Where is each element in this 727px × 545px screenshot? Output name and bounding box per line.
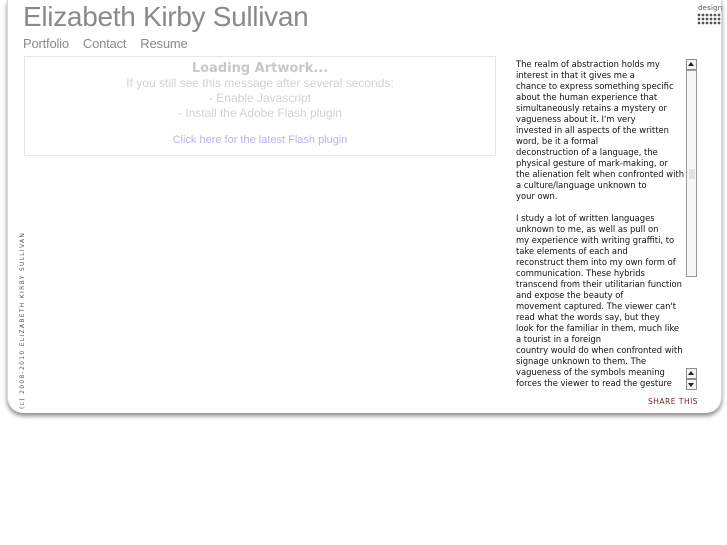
enable-javascript-text: - Enable Javascript <box>208 91 312 105</box>
install-flash-text: - Install the Adobe Flash plugin <box>177 106 343 120</box>
scroll-down-button[interactable] <box>686 379 697 390</box>
flash-plugin-link[interactable]: Click here for the latest Flash plugin <box>172 134 348 146</box>
arrow-up-icon <box>688 62 694 66</box>
scroll-thumb[interactable] <box>686 70 697 277</box>
dot-grid-icon <box>697 13 721 25</box>
grip-icon <box>689 169 695 179</box>
arrow-down-icon <box>688 383 694 387</box>
nav-contact-link[interactable]: Contact <box>82 36 127 51</box>
design-badge[interactable] <box>696 4 722 26</box>
design-badge-label: design <box>698 4 723 12</box>
loading-message: Loading Artwork... <box>191 61 329 76</box>
flash-artwork-placeholder <box>24 56 496 156</box>
statement-scrollbar[interactable] <box>686 59 697 391</box>
copyright-notice: (c) 2008-2010 ELIZABETH KIRBY SULLIVAN <box>19 231 26 409</box>
arrow-up-icon <box>688 371 694 375</box>
nav-portfolio-link[interactable]: Portfolio <box>23 36 69 51</box>
statement-paragraph: I study a lot of written languages unknown to me, as well as pull on my experience with writing graffiti, to take elements of each and reconstruct them into my own form of communication. These hybrids transcend from their utilitarian function and expose the beauty of movement captured. The viewer can't read what the words say, but they look for the familiar in them, much like a tourist in a foreign country would do when confronted with signage unknown to them. The vagueness of the symbols meaning forces the viewer to read the gesture <box>516 213 683 388</box>
scroll-up-button[interactable] <box>686 368 697 379</box>
flash-warning-text: If you still see this message after several seconds: <box>126 76 394 90</box>
nav-resume-link[interactable]: Resume <box>140 36 188 51</box>
site-title[interactable]: Elizabeth Kirby Sullivan <box>23 1 309 32</box>
scroll-up-button[interactable] <box>686 59 697 70</box>
artist-statement <box>516 59 686 391</box>
share-this-link[interactable]: SHARE THIS <box>648 397 699 406</box>
main-nav <box>23 36 188 51</box>
statement-paragraph: The realm of abstraction holds my interest in that it gives me a chance to express something specific about the human experience that simultaneously retains a mystery or vagueness about it. I'm very invested in all aspects of the written word, be it a formal deconstruction of a language, the physical gesture of mark-making, or the alienation felt when confronted with a culture/language unknown to your own. <box>516 59 685 201</box>
